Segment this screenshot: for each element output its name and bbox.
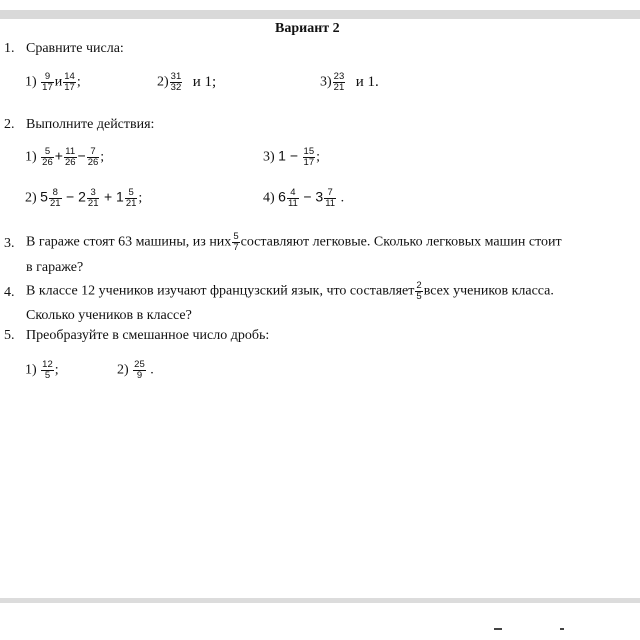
denominator: 9 xyxy=(133,370,146,381)
punctuation: ; xyxy=(54,362,59,378)
numerator: 31 xyxy=(170,71,182,82)
punctuation: ; xyxy=(76,74,81,90)
fraction xyxy=(324,188,336,209)
fraction xyxy=(64,147,77,168)
fraction xyxy=(41,72,54,93)
fraction xyxy=(41,360,54,381)
comparison-text: и 1. xyxy=(355,73,379,90)
fraction xyxy=(170,72,183,93)
denominator: 26 xyxy=(42,157,53,168)
denominator: 21 xyxy=(49,198,61,209)
task-1b xyxy=(157,72,216,93)
denominator: 11 xyxy=(287,198,298,209)
item-label: 2) xyxy=(25,190,37,206)
item-label: 1) xyxy=(25,74,37,90)
punctuation: ; xyxy=(138,190,143,206)
item-label: 2) xyxy=(157,74,169,90)
fraction xyxy=(63,72,76,93)
comparison-text: и 1; xyxy=(192,73,217,90)
fraction xyxy=(303,147,316,168)
numerator: 14 xyxy=(64,71,75,82)
fraction xyxy=(87,147,100,168)
numerator: 7 xyxy=(327,187,333,198)
denominator: 26 xyxy=(87,157,99,168)
numerator: 5 xyxy=(44,146,51,157)
fraction xyxy=(125,188,138,209)
operator-whole: + 1 xyxy=(103,188,124,205)
text-part: всех учеников класса. xyxy=(423,283,554,299)
numerator: 12 xyxy=(42,359,53,370)
task-1-text: Сравните числа: xyxy=(26,41,124,56)
fraction xyxy=(333,72,346,93)
next-page-fragment xyxy=(560,628,564,630)
task-5b xyxy=(117,360,154,381)
task-5-text: Преобразуйте в смешанное число дробь: xyxy=(26,328,270,343)
punctuation: ; xyxy=(316,149,320,165)
numerator: 15 xyxy=(303,146,315,157)
item-label: 2) xyxy=(117,362,129,378)
operator: + xyxy=(54,147,63,164)
numerator: 8 xyxy=(52,187,58,198)
next-page-fragment xyxy=(494,628,502,630)
fraction xyxy=(49,188,62,209)
denominator: 5 xyxy=(41,370,54,381)
denominator: 7 xyxy=(233,242,239,253)
numerator: 5 xyxy=(128,187,134,198)
task-4-number: 4. xyxy=(4,285,15,300)
task-1-number: 1. xyxy=(4,41,15,56)
operator: − xyxy=(77,147,86,164)
numerator: 25 xyxy=(134,359,145,370)
numerator: 4 xyxy=(290,187,296,198)
task-5a xyxy=(25,360,59,381)
item-label: 1) xyxy=(25,149,37,165)
conjunction: и xyxy=(54,74,63,90)
item-label: 3) xyxy=(263,149,275,165)
task-5-number: 5. xyxy=(4,328,15,343)
numerator: 5 xyxy=(233,231,239,242)
variant-title: Вариант 2 xyxy=(275,21,340,36)
task-2d xyxy=(263,188,344,209)
top-gray-band xyxy=(0,10,640,19)
numerator: 23 xyxy=(333,71,345,82)
task-3-line-2: в гараже? xyxy=(26,260,84,275)
denominator: 11 xyxy=(325,198,336,209)
task-3-number: 3. xyxy=(4,236,15,251)
task-1a xyxy=(25,72,81,93)
item-label: 4) xyxy=(263,190,275,206)
fraction xyxy=(232,232,239,253)
task-2-text: Выполните действия: xyxy=(26,117,155,132)
denominator: 17 xyxy=(42,82,53,93)
task-2a xyxy=(25,147,104,168)
punctuation: . xyxy=(150,362,154,378)
task-4-line-1 xyxy=(26,281,554,302)
fraction xyxy=(415,281,422,302)
denominator: 21 xyxy=(87,198,99,209)
text-part: составляют легковые. Сколько легковых машин стоит xyxy=(240,234,562,250)
operator-whole: − 3 xyxy=(303,188,324,205)
fraction xyxy=(287,188,299,209)
expression-prefix: 1 − xyxy=(278,147,299,164)
punctuation: ; xyxy=(100,149,105,165)
fraction xyxy=(41,147,54,168)
text-part: В гараже стоят 63 машины, из них xyxy=(26,234,232,250)
denominator: 21 xyxy=(333,82,345,93)
text-part: В классе 12 учеников изучают французский язык, что составляет xyxy=(26,283,415,299)
task-2b xyxy=(263,147,320,168)
whole-part: 5 xyxy=(40,188,48,205)
denominator: 26 xyxy=(64,157,76,168)
denominator: 17 xyxy=(303,157,315,168)
denominator: 21 xyxy=(125,198,137,209)
numerator: 7 xyxy=(90,146,96,157)
fraction xyxy=(133,360,146,381)
denominator: 5 xyxy=(416,291,422,302)
punctuation: . xyxy=(340,190,345,206)
bottom-gray-band xyxy=(0,598,640,603)
item-label: 3) xyxy=(320,74,332,90)
denominator: 32 xyxy=(170,82,182,93)
numerator: 3 xyxy=(90,187,96,198)
task-4-line-2: Сколько учеников в классе? xyxy=(26,308,192,323)
denominator: 17 xyxy=(64,82,75,93)
operator-whole: − 2 xyxy=(66,188,86,205)
fraction xyxy=(87,188,100,209)
numerator: 9 xyxy=(44,71,51,82)
task-2-number: 2. xyxy=(4,117,15,132)
task-2c xyxy=(25,188,142,209)
whole-part: 6 xyxy=(278,188,286,205)
task-3-line-1 xyxy=(26,232,562,253)
item-label: 1) xyxy=(25,362,37,378)
numerator: 2 xyxy=(416,280,422,291)
numerator: 11 xyxy=(65,146,76,157)
task-1c xyxy=(320,72,379,93)
